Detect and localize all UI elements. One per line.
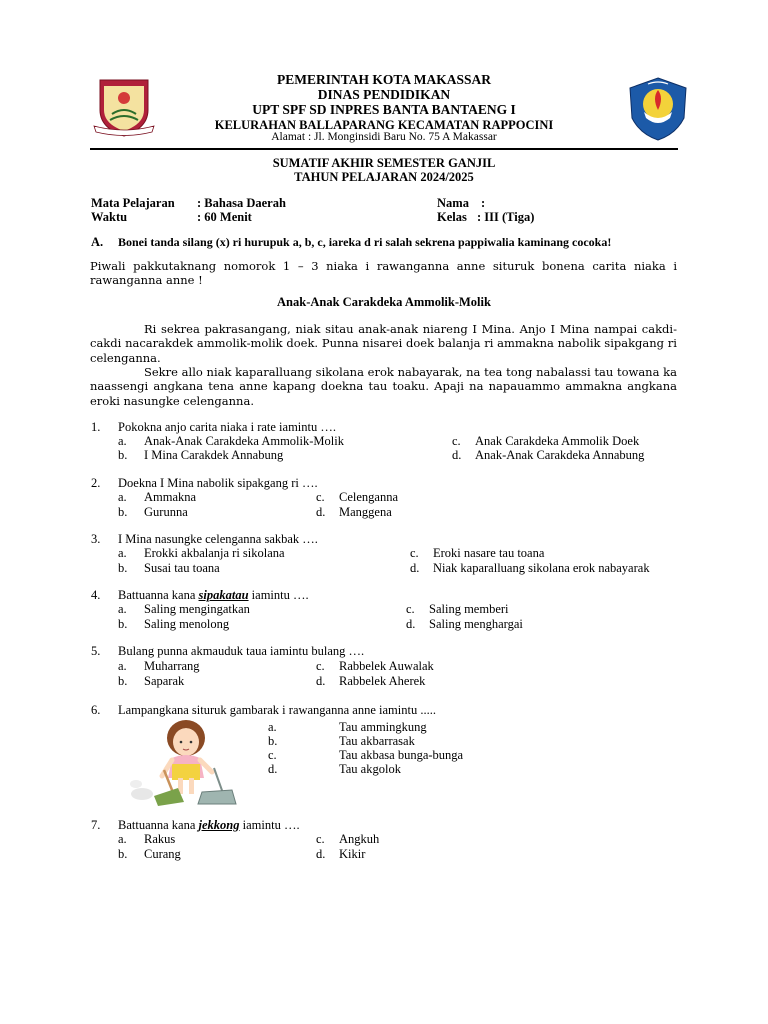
question-text: [118, 588, 309, 603]
time-value: : 60 Menit: [197, 210, 252, 224]
question-text: [118, 818, 300, 833]
option-letter: b.: [118, 505, 128, 519]
option-letter: c.: [452, 434, 461, 448]
option-text[interactable]: Tau akgolok: [339, 762, 401, 776]
question-text-before: Battuanna kana: [118, 818, 199, 832]
question-text: Bulang punna akmauduk taua iamintu bulang ….: [118, 644, 365, 658]
option-text[interactable]: Saling menolong: [144, 617, 230, 631]
option-text[interactable]: Anak-Anak Carakdeka Ammolik-Molik: [144, 434, 344, 448]
option-letter: d.: [268, 762, 278, 776]
option-letter: a.: [118, 490, 127, 504]
class-label: Kelas: [437, 210, 467, 224]
exam-title: SUMATIF AKHIR SEMESTER GANJIL: [272, 156, 496, 170]
subject-value: : Bahasa Daerah: [197, 196, 286, 210]
header-district: KELURAHAN BALLAPARANG KECAMATAN RAPPOCINI: [214, 118, 554, 132]
question-text: Doekna I Mina nabolik sipakgang ri ….: [118, 476, 318, 490]
option-text[interactable]: Muharrang: [144, 659, 200, 673]
option-letter: b.: [268, 734, 278, 748]
question-number: 7.: [91, 818, 101, 832]
option-letter: d.: [410, 561, 420, 575]
option-letter: b.: [118, 847, 128, 861]
name-label: Nama: [437, 196, 469, 210]
option-text[interactable]: Curang: [144, 847, 181, 861]
option-text[interactable]: Saling menghargai: [429, 617, 523, 631]
time-label: Waktu: [91, 210, 128, 224]
option-letter: a.: [118, 434, 127, 448]
option-text[interactable]: Rakus: [144, 832, 176, 846]
question-keyword: jekkong: [198, 818, 240, 832]
section-instruction: Bonei tanda silang (x) ri hurupuk a, b, c, iareka d ri salah sekrena pappiwalia kaminang cocoka!: [118, 235, 612, 249]
story-title: Anak-Anak Carakdeka Ammolik-Molik: [277, 295, 491, 309]
option-text[interactable]: Niak kaparalluang sikolana erok nabayarak: [433, 561, 650, 575]
option-letter: a.: [268, 720, 277, 734]
question-text-after: iamintu ….: [239, 818, 300, 832]
header-address: Alamat : Jl. Monginsidi Baru No. 75 A Makassar: [271, 131, 497, 143]
option-text[interactable]: Kikir: [339, 847, 366, 861]
question-number: 6.: [91, 703, 101, 717]
question-number: 1.: [91, 420, 101, 434]
question-text: Lampangkana situruk gambarak i rawanganna anne iamintu .....: [118, 703, 436, 717]
option-text[interactable]: Rabbelek Auwalak: [339, 659, 434, 673]
option-letter: c.: [316, 490, 325, 504]
option-letter: a.: [118, 832, 127, 846]
question-number: 3.: [91, 532, 101, 546]
makassar-city-logo: [92, 76, 156, 140]
option-text[interactable]: Anak Carakdeka Ammolik Doek: [475, 434, 640, 448]
option-text[interactable]: Manggena: [339, 505, 392, 519]
option-letter: c.: [410, 546, 419, 560]
option-text[interactable]: Celenganna: [339, 490, 399, 504]
header-department: DINAS PENDIDIKAN: [317, 87, 451, 102]
story-paragraph-2: Sekre allo niak kaparalluang sikolana erok nabayarak, na tea tong nabalassi tau towana ka naassengi angkana tena anne kapang doekna tau toaku. Apaji na napauammo ammakna angkana eroki nasungke celenganna.: [90, 365, 677, 408]
option-letter: d.: [316, 674, 326, 688]
option-text[interactable]: Tau ammingkung: [339, 720, 427, 734]
option-text[interactable]: Eroki nasare tau toana: [433, 546, 545, 560]
option-text[interactable]: Saling memberi: [429, 602, 509, 616]
option-letter: a.: [118, 546, 127, 560]
question-number: 5.: [91, 644, 101, 658]
option-text[interactable]: Erokki akbalanja ri sikolana: [144, 546, 285, 560]
question-number: 2.: [91, 476, 101, 490]
option-text[interactable]: Angkuh: [339, 832, 380, 846]
option-letter: d.: [316, 847, 326, 861]
subject-label: Mata Pelajaran: [91, 196, 175, 210]
story-paragraph-1: Ri sekrea pakrasangang, niak sitau anak-anak niareng I Mina. Anjo I Mina nampai cakdi-cakdi nacarakdek ammolik-molik doek. Punna nisarei doek balanja ri ammakna nabolik sipakgang ri celenganna.: [90, 322, 677, 365]
girl-sweeping-illustration: [128, 718, 240, 806]
option-text[interactable]: Susai tau toana: [144, 561, 220, 575]
option-letter: c.: [316, 659, 325, 673]
tut-wuri-handayani-logo: [626, 76, 690, 142]
option-letter: c.: [406, 602, 415, 616]
option-text[interactable]: Tau akbarrasak: [339, 734, 415, 748]
option-text[interactable]: Tau akbasa bunga-bunga: [339, 748, 464, 762]
header-school: UPT SPF SD INPRES BANTA BANTAENG I: [252, 102, 516, 117]
header-government: PEMERINTAH KOTA MAKASSAR: [276, 72, 492, 87]
question-number: 4.: [91, 588, 101, 602]
option-letter: a.: [118, 659, 127, 673]
intro-text: Piwali pakkutaknang nomorok 1 – 3 niaka i rawanganna anne situruk bonena carita niaka i rawanganna anne !: [90, 259, 677, 287]
option-text[interactable]: Saparak: [144, 674, 185, 688]
option-letter: a.: [118, 602, 127, 616]
section-letter: A.: [91, 235, 104, 249]
option-text[interactable]: I Mina Carakdek Annabung: [144, 448, 284, 462]
option-letter: b.: [118, 448, 128, 462]
option-text[interactable]: Rabbelek Aherek: [339, 674, 426, 688]
option-letter: d.: [452, 448, 462, 462]
question-text: Pokokna anjo carita niaka i rate iamintu ….: [118, 420, 336, 434]
class-value: : III (Tiga): [477, 210, 535, 224]
header-divider: [90, 148, 678, 150]
question-text: I Mina nasungke celenganna sakbak ….: [118, 532, 318, 546]
option-text[interactable]: Saling mengingatkan: [144, 602, 250, 616]
option-letter: b.: [118, 561, 128, 575]
option-letter: d.: [316, 505, 326, 519]
exam-year: TAHUN PELAJARAN 2024/2025: [294, 170, 474, 184]
option-text[interactable]: Anak-Anak Carakdeka Annabung: [475, 448, 645, 462]
name-value: :: [481, 196, 486, 210]
option-letter: b.: [118, 617, 128, 631]
option-letter: c.: [316, 832, 325, 846]
question-text-before: Battuanna kana: [118, 588, 199, 602]
option-letter: c.: [268, 748, 277, 762]
option-text[interactable]: Ammakna: [144, 490, 197, 504]
option-letter: b.: [118, 674, 128, 688]
question-text-after: iamintu ….: [248, 588, 309, 602]
option-text[interactable]: Gurunna: [144, 505, 188, 519]
option-letter: d.: [406, 617, 416, 631]
question-keyword: sipakatau: [198, 588, 249, 602]
